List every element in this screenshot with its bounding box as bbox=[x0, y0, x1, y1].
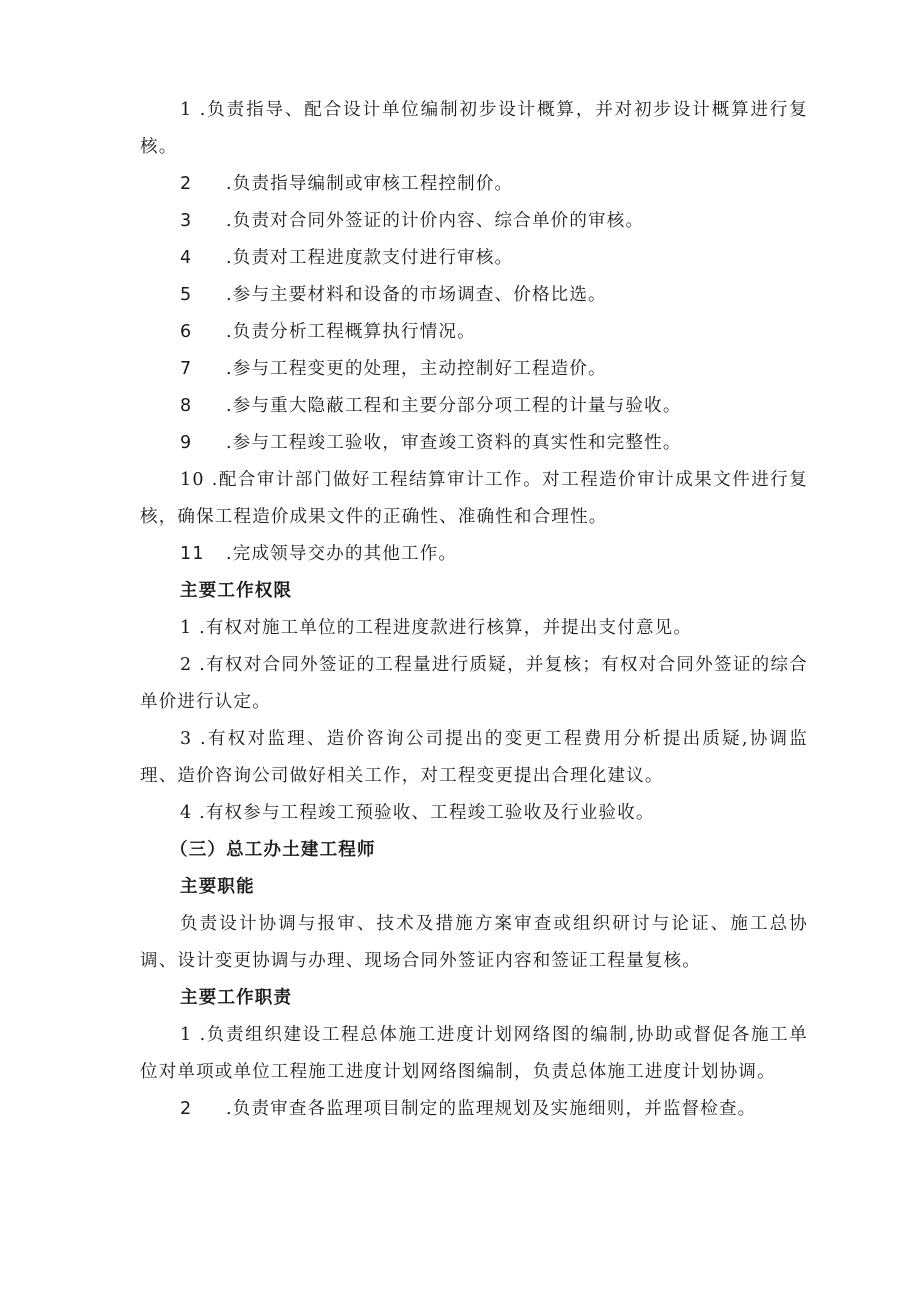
duty-text: .负责审查各监理项目制定的监理规划及实施细则，并监督检查。 bbox=[226, 1099, 757, 1119]
duty-item-2 bbox=[140, 166, 808, 203]
duty-number: 2 bbox=[180, 1099, 193, 1119]
duty-item-9 bbox=[140, 425, 808, 462]
document-page bbox=[140, 92, 808, 1128]
duty-item-7 bbox=[140, 351, 808, 388]
duty-1-paragraph: 1 .负责指导、配合设计单位编制初步设计概算，并对初步设计概算进行复核。 bbox=[140, 100, 808, 157]
section3-duty-1: 1 .负责组织建设工程总体施工进度计划网络图的编制,协助或督促各施工单位对单项或单位工程施工进度计划网络图编制，负责总体施工进度计划协调。 bbox=[140, 1025, 808, 1082]
authority-item-2: 2 .有权对合同外签证的工程量进行质疑，并复核；有权对合同外签证的综合单价进行认定。 bbox=[140, 655, 808, 712]
duty-item-5 bbox=[140, 277, 808, 314]
section3-duty-2 bbox=[140, 1091, 808, 1128]
authority-item-1: 1 .有权对施工单位的工程进度款进行核算，并提出支付意见。 bbox=[180, 618, 693, 638]
duty-item-11 bbox=[140, 536, 808, 573]
duty-text: .负责对工程进度款支付进行审核。 bbox=[226, 248, 514, 268]
duty-number: 4 bbox=[180, 248, 193, 268]
duty-text: .参与工程变更的处理，主动控制好工程造价。 bbox=[226, 359, 607, 379]
authority-heading: 主要工作权限 bbox=[180, 581, 293, 601]
duty-item-4 bbox=[140, 240, 808, 277]
duty-text: .完成领导交办的其他工作。 bbox=[226, 544, 458, 564]
duty-item-8 bbox=[140, 388, 808, 425]
duty-text: .参与工程竣工验收，审查竣工资料的真实性和完整性。 bbox=[226, 433, 682, 453]
authority-item-4: 4 .有权参与工程竣工预验收、工程竣工验收及行业验收。 bbox=[180, 803, 655, 823]
duty-item-6 bbox=[140, 314, 808, 351]
authority-item-3: 3 .有权对监理、造价咨询公司提出的变更工程费用分析提出质疑,协调监理、造价咨询公司做好相关工作，对工程变更提出合理化建议。 bbox=[140, 729, 808, 786]
duty-number: 5 bbox=[180, 285, 193, 305]
functions-text: 负责设计协调与报审、技术及措施方案审查或组织研讨与论证、施工总协调、设计变更协调与办理、现场合同外签证内容和签证工程量复核。 bbox=[140, 914, 808, 971]
section-3-heading: （三）总工办土建工程师 bbox=[170, 840, 376, 860]
duty-10-paragraph: 10 .配合审计部门做好工程结算审计工作。对工程造价审计成果文件进行复核，确保工程造价成果文件的正确性、准确性和合理性。 bbox=[140, 470, 808, 527]
duty-number: 11 bbox=[180, 544, 205, 564]
duty-number: 7 bbox=[180, 359, 193, 379]
duty-text: .参与重大隐蔽工程和主要分部分项工程的计量与验收。 bbox=[226, 396, 682, 416]
duty-number: 6 bbox=[180, 322, 193, 342]
duty-text: .负责分析工程概算执行情况。 bbox=[226, 322, 476, 342]
functions-heading: 主要职能 bbox=[180, 877, 255, 897]
duty-text: .参与主要材料和设备的市场调查、价格比选。 bbox=[226, 285, 607, 305]
duty-text: .负责指导编制或审核工程控制价。 bbox=[226, 174, 514, 194]
duty-item-3 bbox=[140, 203, 808, 240]
duty-text: .负责对合同外签证的计价内容、综合单价的审核。 bbox=[226, 211, 645, 231]
duty-number: 2 bbox=[180, 174, 193, 194]
duty-number: 3 bbox=[180, 211, 193, 231]
duty-number: 8 bbox=[180, 396, 193, 416]
duties-heading: 主要工作职责 bbox=[180, 988, 293, 1008]
duty-number: 9 bbox=[180, 433, 193, 453]
